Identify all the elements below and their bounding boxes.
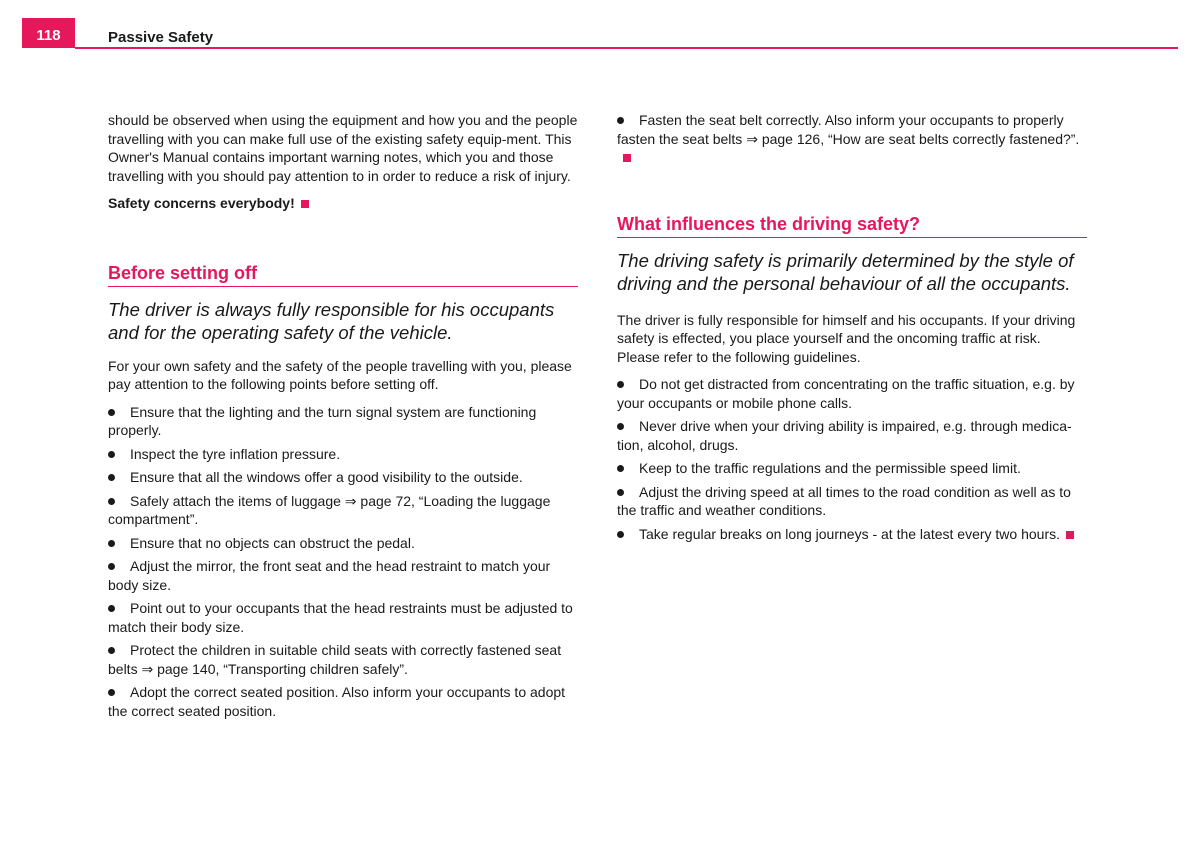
list-item: Ensure that no objects can obstruct the pedal. (108, 534, 578, 553)
intro-paragraph: should be observed when using the equipment and how you and the people travelling with you can make full use of the existing safety equip-ment. This Owner's Manual contains important warning notes, which you and those travelling with you should pay attention to in order to reduce a risk of injury. (108, 112, 578, 184)
bullet-icon (108, 647, 115, 654)
bullet-icon (108, 563, 115, 570)
bullet-icon (108, 498, 115, 505)
list-item: Adjust the mirror, the front seat and the head restraint to match your body size. (108, 558, 551, 593)
section-title: Passive Safety (108, 29, 214, 46)
bullet-icon (108, 474, 115, 481)
section-end-marker (301, 200, 309, 208)
before-setting-off-heading: Before setting off (108, 263, 578, 287)
list-item: Never drive when your driving ability is impaired, e.g. through medica-tion, alcohol, drugs. (617, 418, 1072, 453)
bullet-icon (108, 605, 115, 612)
seat-belt-list (617, 111, 1087, 167)
bullet-icon (108, 409, 115, 416)
right-column (617, 111, 1087, 548)
bullet-icon (617, 465, 624, 472)
list-item: Adopt the correct seated position. Also inform your occupants to adopt the correct seated position. (108, 684, 566, 719)
concern-text: Safety concerns everybody! (108, 195, 295, 211)
before-setting-off-list (108, 403, 578, 721)
section-end-marker (623, 154, 631, 162)
list-item: Take regular breaks on long journeys - at the latest every two hours. (617, 525, 1087, 544)
bullet-icon (617, 423, 624, 430)
bullet-icon (617, 117, 624, 124)
page-header (22, 18, 1178, 50)
list-item: Keep to the traffic regulations and the permissible speed limit. (617, 459, 1087, 478)
left-column (108, 111, 578, 725)
list-item: Ensure that the lighting and the turn signal system are functioning properly. (108, 403, 537, 438)
list-item: Adjust the driving speed at all times to the road condition as well as to the traffic and weather conditions. (617, 483, 1071, 518)
before-setting-off-lead: The driver is always fully responsible for his occupants and for the operating safety of the vehicle. (108, 298, 555, 343)
list-item: Protect the children in suitable child seats with correctly fastened seat belts ⇒ page 140, “Transporting children safely”. (108, 642, 562, 677)
section-end-marker (1066, 531, 1074, 539)
driving-safety-lead: The driving safety is primarily determined by the style of driving and the personal behaviour of all the occupants. (617, 249, 1074, 294)
bullet-icon (108, 540, 115, 547)
list-item: Ensure that all the windows offer a good visibility to the outside. (108, 468, 578, 487)
before-setting-off-body: For your own safety and the safety of the people travelling with you, please pay attention to the following points before setting off. (108, 357, 572, 392)
list-item: Do not get distracted from concentrating on the traffic situation, e.g. by your occupants or mobile phone calls. (617, 376, 1075, 411)
list-item: Point out to your occupants that the head restraints must be adjusted to match their body size. (108, 600, 573, 635)
driving-safety-list (617, 375, 1087, 543)
list-item: Safely attach the items of luggage ⇒ page 72, “Loading the luggage compartment”. (108, 492, 551, 527)
bullet-icon (108, 689, 115, 696)
header-rule (75, 47, 1178, 49)
driving-safety-body: The driver is fully responsible for himself and his occupants. If your driving safety is effected, you place yourself and the oncoming traffic at risk. Please refer to the following guidelines. (617, 311, 1076, 365)
driving-safety-heading: What influences the driving safety? (617, 214, 1087, 238)
bullet-icon (108, 451, 115, 458)
concern-line (108, 194, 578, 213)
bullet-icon (617, 381, 624, 388)
bullet-icon (617, 531, 624, 538)
bullet-icon (617, 489, 624, 496)
list-item: Fasten the seat belt correctly. Also inform your occupants to properly fasten the seat belts ⇒ page 126, “How are seat belts correctly fastened?”. (617, 111, 1087, 167)
list-item: Inspect the tyre inflation pressure. (108, 445, 578, 464)
page-number: 118 (22, 18, 75, 48)
